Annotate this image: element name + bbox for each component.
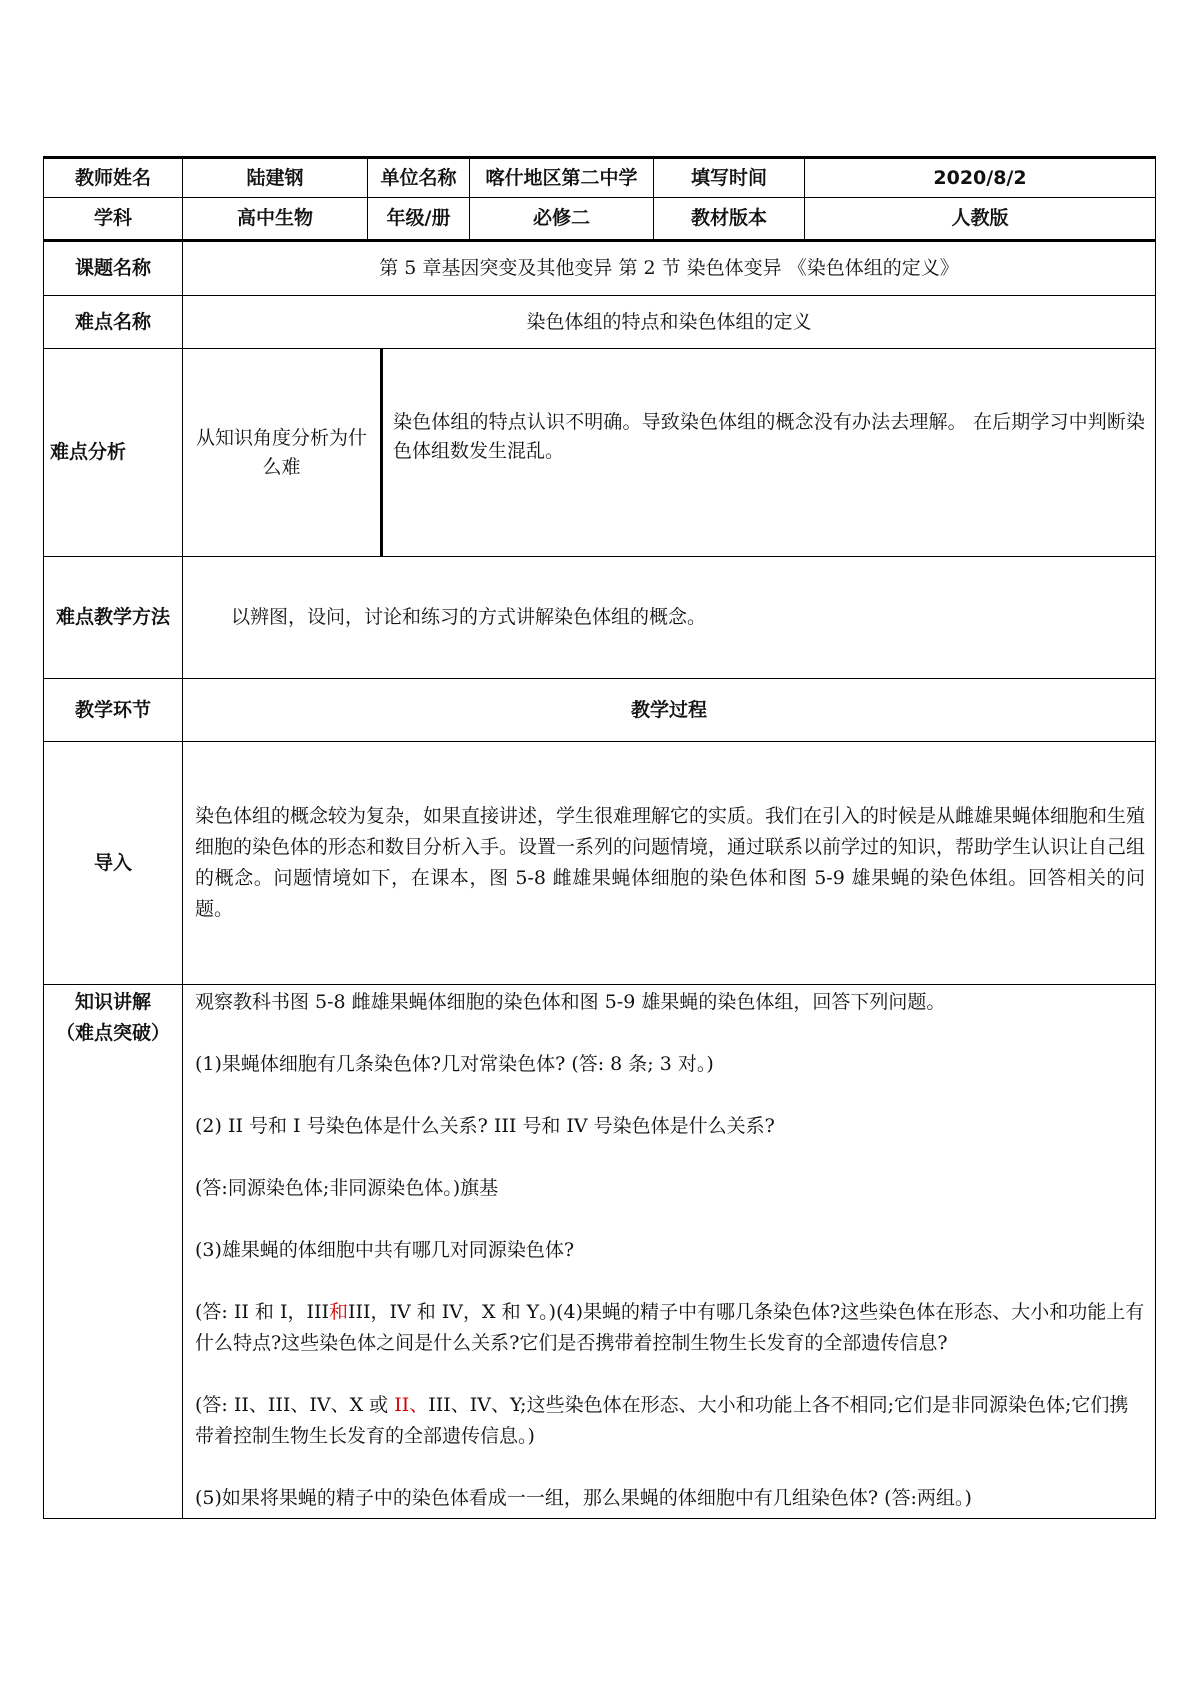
teacher-name-value: 陆建钢 [183,158,368,198]
analysis-content [183,349,1156,557]
answer-3-part-b: III，IV 和 IV，X 和 Y。)(4)果蝇的精子中有哪几条染色体?这些染色体在形态、大小和功能上有什么特点?这些染色体之间是什么关系?它们是否携带着控制生物生长发育的全部遗传信息? [195,1301,1145,1354]
knowledge-label-line2: （难点突破） [55,1022,170,1044]
difficulty-label: 难点名称 [44,296,183,349]
teacher-name-label: 教师姓名 [44,158,183,198]
subject-value: 高中生物 [183,198,368,241]
answer-3-question-4 [195,1297,1145,1359]
edition-value: 人教版 [805,198,1156,241]
method-row [44,557,1156,679]
question-2: (2) II 号和 I 号染色体是什么关系? III 号和 IV 号染色体是什么关系? [195,1115,775,1137]
answer-2: (答:同源染色体;非同源染色体。)旗基 [195,1177,499,1199]
grade-label: 年级/册 [368,198,470,241]
answer-4 [195,1390,1145,1452]
analysis-text-cell [383,349,1155,556]
process-label: 教学过程 [183,679,1156,742]
method-text: 以辨图，设问，讨论和练习的方式讲解染色体组的概念。 [183,557,1156,679]
knowledge-label [44,985,183,1519]
analysis-row [44,349,1156,557]
subject-label: 学科 [44,198,183,241]
method-label: 难点教学方法 [44,557,183,679]
answer-4-part-b: III、IV、Y;这些染色体在形态、大小和功能上各不相同;它们是非同源染色体;它们携带着控制生物生长发育的全部遗传信息。) [195,1394,1129,1447]
question-1: (1)果蝇体细胞有几条染色体?几对常染色体? (答: 8 条; 3 对。) [195,1053,714,1075]
edition-label: 教材版本 [654,198,805,241]
header-row-2 [44,198,1156,241]
intro-row [44,742,1156,985]
knowledge-intro: 观察教科书图 5-8 雌雄果蝇体细胞的染色体和图 5-9 雄果蝇的染色体组，回答下列问题。 [195,991,946,1013]
answer-4-red-text: II、 [394,1394,429,1416]
answer-3-part-a: (答: II 和 I，III [195,1301,329,1323]
unit-name-value: 喀什地区第二中学 [470,158,654,198]
knowledge-label-line1: 知识讲解 [74,991,151,1013]
analysis-sub-label: 从知识角度分析为什么难 [183,349,383,556]
intro-label: 导入 [44,742,183,985]
analysis-text: 染色体组的特点认识不明确。导致染色体组的概念没有办法去理解。 在后期学习中判断染色体组数发生混乱。 [393,411,1145,462]
process-step-label: 教学环节 [44,679,183,742]
answer-3-red-text: 和 [328,1301,348,1323]
process-header-row [44,679,1156,742]
analysis-label: 难点分析 [44,349,183,557]
fill-date-label: 填写时间 [654,158,805,198]
answer-4-part-a: (答: II、III、IV、X 或 [195,1394,395,1416]
unit-name-label: 单位名称 [368,158,470,198]
topic-row [44,241,1156,296]
grade-value: 必修二 [470,198,654,241]
difficulty-row [44,296,1156,349]
topic-label: 课题名称 [44,241,183,296]
intro-cell [183,742,1156,985]
intro-text: 染色体组的概念较为复杂，如果直接讲述，学生很难理解它的实质。我们在引入的时候是从雌雄果蝇体细胞和生殖细胞的染色体的形态和数目分析入手。设置一系列的问题情境，通过联系以前学过的知识，帮助学生认识让自己组的概念。问题情境如下，在课本，图 5-8 雌雄果蝇体细胞的染色体和图 5-9 雄果蝇的染色体组。回答相关的问题。 [195,805,1146,920]
topic-value: 第 5 章基因突变及其他变异 第 2 节 染色体变异 《染色体组的定义》 [183,241,1156,296]
difficulty-value: 染色体组的特点和染色体组的定义 [183,296,1156,349]
header-row-1 [44,158,1156,198]
question-3: (3)雄果蝇的体细胞中共有哪几对同源染色体? [195,1239,575,1261]
knowledge-row [44,985,1156,1519]
question-5: (5)如果将果蝇的精子中的染色体看成一一组，那么果蝇的体细胞中有几组染色体? (答:两组。) [195,1487,972,1509]
lesson-plan-table [43,156,1156,1519]
knowledge-cell [183,985,1156,1519]
fill-date-value: 2020/8/2 [805,158,1156,198]
